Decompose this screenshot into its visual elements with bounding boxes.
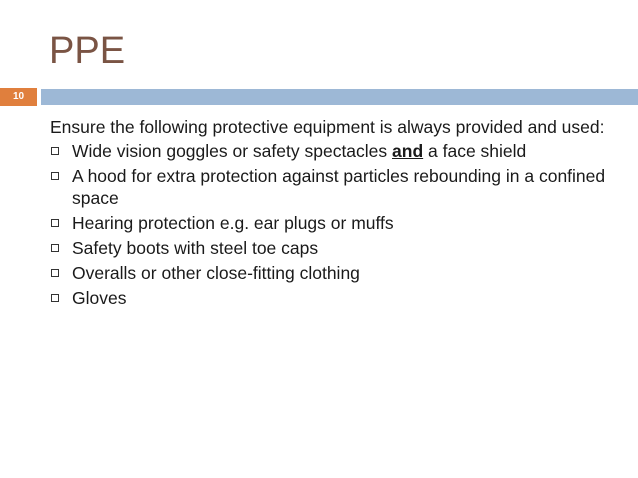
item-text: Hearing protection e.g. ear plugs or muffs	[72, 213, 394, 233]
list-item	[50, 237, 610, 259]
list-item	[50, 140, 610, 162]
item-text-before: Wide vision goggles or safety spectacles	[72, 141, 393, 161]
checkbox-square-icon	[51, 244, 59, 252]
slide-title: PPE	[49, 30, 126, 72]
checkbox-square-icon	[51, 147, 59, 155]
list-item	[50, 262, 610, 284]
item-text-after: a face shield	[423, 141, 527, 161]
item-text: Safety boots with steel toe caps	[72, 238, 319, 258]
checkbox-square-icon	[51, 294, 59, 302]
item-text: A hood for extra protection against particles rebounding in a confined space	[72, 166, 606, 208]
list-item	[50, 287, 610, 309]
checkbox-square-icon	[51, 219, 59, 227]
header-bar	[41, 89, 638, 105]
slide-number-badge: 10	[0, 88, 37, 106]
bullet-list	[50, 140, 610, 309]
intro-text: Ensure the following protective equipment is always provided and used:	[50, 117, 605, 137]
list-item	[50, 212, 610, 234]
checkbox-square-icon	[51, 269, 59, 277]
item-text: Gloves	[72, 288, 127, 308]
list-item	[50, 165, 610, 209]
slide-body	[50, 116, 610, 312]
checkbox-square-icon	[51, 172, 59, 180]
item-text-emphasis: and	[392, 141, 424, 161]
item-text: Overalls or other close-fitting clothing	[72, 263, 360, 283]
